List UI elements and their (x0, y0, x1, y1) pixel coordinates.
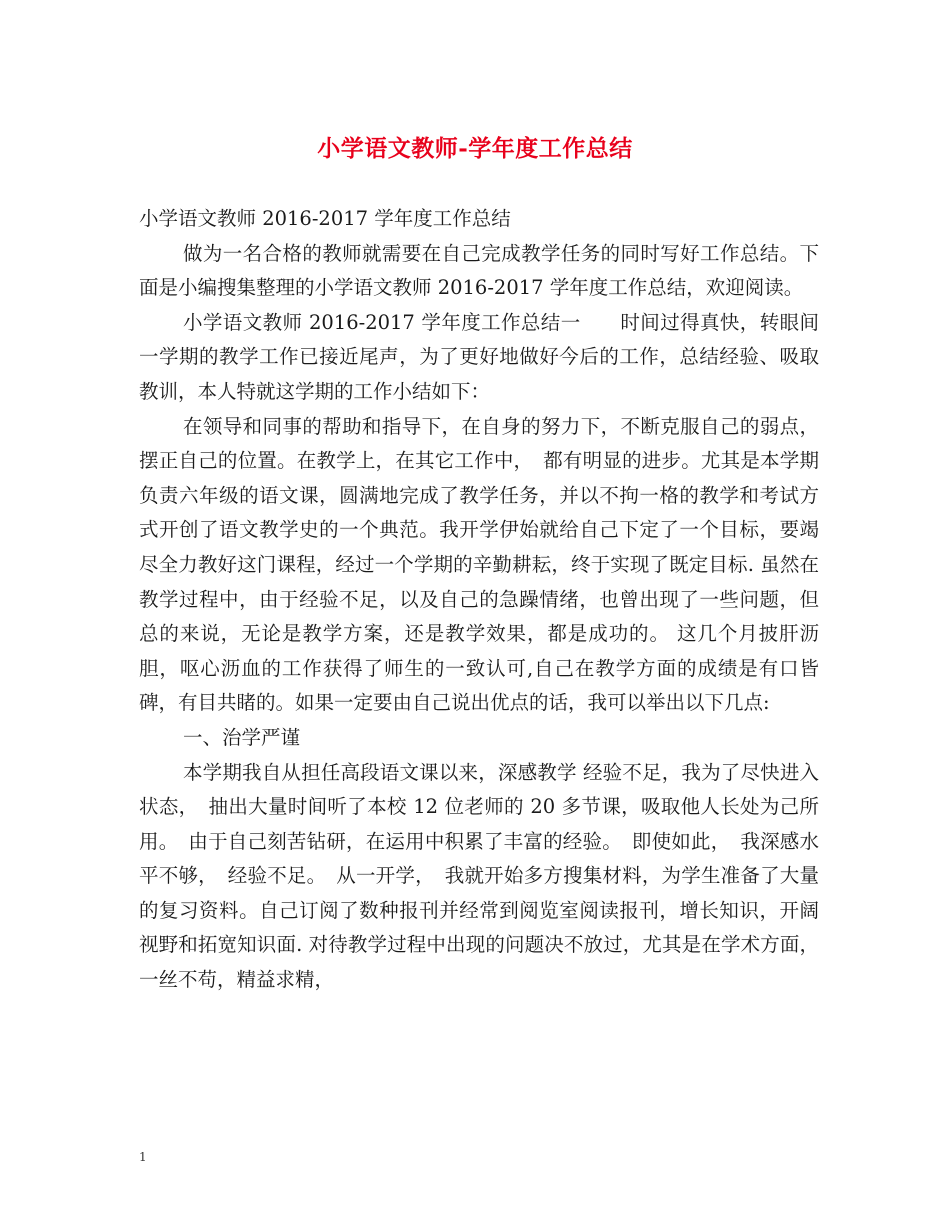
paragraph-summary-one: 小学语文教师 2016-2017 学年度工作总结一 时间过得真快，转眼间一学期的教学工作已接近尾声，为了更好地做好今后的工作，总结经验、吸取教训，本人特就这学期的工作小结如下： (139, 310, 819, 403)
page-number: 1 (139, 1150, 147, 1164)
section-heading-rigorous-study: 一、治学严谨 (183, 725, 301, 749)
paragraph-achievements: 在领导和同事的帮助和指导下，在自身的努力下，不断克服自己的弱点，摆正自己的位置。在教学上，在其它工作中， 都有明显的进步。尤其是本学期负责六年级的语文课，圆满地完成了教学任务，并以不拘一格的教学和考试方式开创了语文教学史的一个典范。我开学伊始就给自己下定了一个目标，要竭尽全力教好这门课程，经过一个学期的辛勤耕耘，终于实现了既定目标. 虽然在教学过程中，由于经验不足，以及自己的急躁情绪，也曾出现了一些问题，但总的来说，无论是教学方案，还是教学效果，都是成功的。 这几个月披肝沥胆，呕心沥血的工作获得了师生的一致认可,自己在教学方面的成绩是有口皆碑，有目共睹的。如果一定要由自己说出优点的话，我可以举出以下几点: (139, 414, 819, 715)
paragraph-heading-line: 小学语文教师 2016-2017 学年度工作总结 (139, 207, 511, 230)
paragraph-rigorous-study: 本学期我自从担任高段语文课以来，深感教学 经验不足，我为了尽快进入状态， 抽出大量时间听了本校 12 位老师的 20 多节课，吸取他人长处为己所用。 由于自己刻苦钻研，在运用中积累了丰富的经验。 即使如此， 我深感水平不够， 经验不足。 从一开学， 我就开始多方搜集材料，为学生准备了大量的复习资料。自己订阅了数种报刊并经常到阅览室阅读报刊，增长知识，开阔视野和拓宽知识面. 对待教学过程中出现的问题决不放过，尤其是在学术方面，一丝不苟，精益求精， (139, 760, 819, 992)
document-title: 小学语文教师-学年度工作总结 (317, 135, 633, 162)
paragraph-intro: 做为一名合格的教师就需要在自己完成教学任务的同时写好工作总结。下面是小编搜集整理的小学语文教师 2016-2017 学年度工作总结，欢迎阅读。 (139, 241, 819, 300)
document-body (139, 202, 819, 998)
